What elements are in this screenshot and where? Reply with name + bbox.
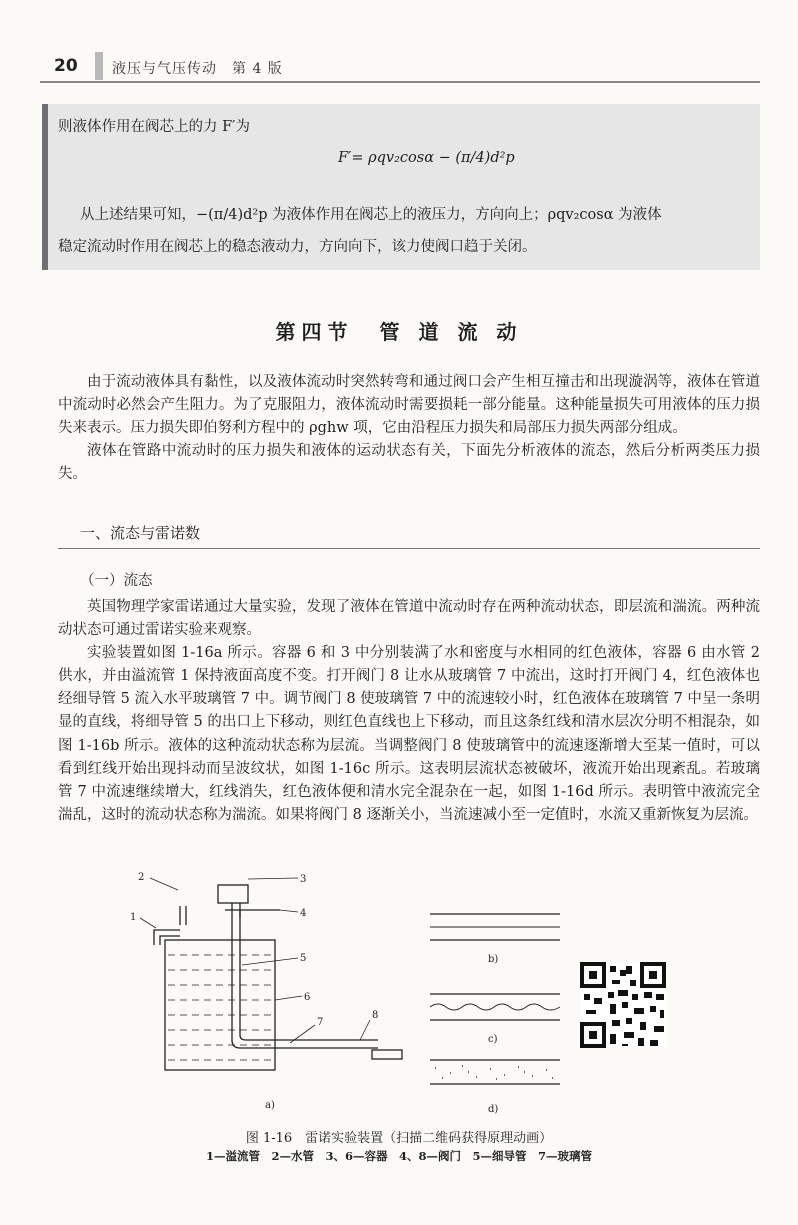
reynolds-apparatus-figure: [120, 870, 680, 1120]
box-line-3: 稳定流动时作用在阀芯上的稳态液动力，方向向下，该力使阀口趋于关闭。: [58, 239, 537, 255]
intro-text: [58, 371, 760, 486]
page-header: [40, 48, 760, 82]
label-5: 5: [300, 953, 307, 964]
header-rule: [40, 81, 760, 83]
label-7: 7: [317, 1017, 324, 1028]
main-text: [58, 596, 760, 827]
box-line-2: 从上述结果可知，−(π/4)d²p 为液体作用在阀芯上的液压力，方向向上；ρqv₂cosα 为液体: [80, 207, 662, 223]
label-3: 3: [300, 874, 307, 885]
heading-rule: [58, 548, 760, 549]
heading-flow-regime: 一、流态与雷诺数: [80, 524, 201, 542]
subheading-flow-state: （一）流态: [80, 573, 153, 589]
page-number: 20: [54, 56, 78, 76]
label-4: 4: [300, 908, 307, 919]
force-formula: F′= ρqv₂cosα − (π/4)d²p: [338, 150, 515, 166]
intro-paragraph-1: 由于流动液体具有黏性，以及液体流动时突然转弯和通过阀口会产生相互撞击和出现漩涡等，液体在管道中流动时必然会产生阻力。为了克服阻力，液体流动时需要损耗一部分能量。这种能量损失可用液体的压力损失来表示。压力损失即伯努利方程中的 ρghw 项，它由沿程压力损失和局部压力损失两部分组成。: [58, 374, 760, 437]
qr-code[interactable]: [580, 962, 666, 1048]
section-title: 第四节 管 道 流 动: [275, 320, 523, 344]
subfig-b-label: b): [488, 954, 499, 965]
paragraph-1: 英国物理学家雷诺通过大量实验，发现了液体在管道中流动时存在两种流动状态，即层流和湍流。两种流动状态可通过雷诺实验来观察。: [58, 599, 760, 639]
subfig-c-label: c): [488, 1034, 498, 1045]
book-title: 液压与气压传动 第 4 版: [112, 61, 283, 77]
label-1: 1: [130, 912, 137, 923]
intro-paragraph-2: 液体在管路中流动时的压力损失和液体的运动状态有关，下面先分析液体的流态，然后分析两类压力损失。: [58, 443, 760, 483]
figure-caption: 图 1-16 雷诺实验装置（扫描二维码获得原理动画）: [245, 1131, 553, 1146]
paragraph-2: 实验装置如图 1-16a 所示。容器 6 和 3 中分别装满了水和密度与水相同的红色液体，容器 6 由水管 2 供水，并由溢流管 1 保持液面高度不变。打开阀门 8 让水从玻璃管 7 中流出，这时打开阀门 4，红色液体也经细导管 5 流入水平玻璃管 7 中。调节阀门 8 使玻璃管 7 中的流速较小时，红色液体在玻璃管 7 中呈一条明显的直线，将细导管 5 的出口上下移动，则红色直线也上下移动，而且这条红线和清水层次分明不相混杂，如图 1-16b 所示。液体的这种流动状态称为层流。当调整阀门 8 使玻璃管中的流速逐渐增大至某一值时，可以看到红线开始出现抖动而呈波纹状，如图 1-16c 所示。这表明层流状态被破坏，液流开始出现紊乱。若玻璃管 7 中流速继续增大，红线消失，红色液体便和清水完全混杂在一起，如图 1-16d 所示。表明管中液流完全湍乱，这时的流动状态称为湍流。如果将阀门 8 逐渐关小，当流速减小至一定值时，水流又重新恢复为层流。: [58, 645, 760, 823]
box-line-1: 则液体作用在阀芯上的力 F′为: [58, 119, 250, 135]
subfig-a-label: a): [265, 1100, 275, 1111]
header-bar: [95, 52, 103, 80]
label-2: 2: [138, 872, 145, 883]
figure-legend: 1—溢流管 2—水管 3、6—容器 4、8—阀门 5—细导管 7—玻璃管: [205, 1149, 592, 1163]
label-8: 8: [372, 1010, 379, 1021]
label-6: 6: [304, 992, 311, 1003]
subfig-d-label: d): [488, 1104, 499, 1115]
